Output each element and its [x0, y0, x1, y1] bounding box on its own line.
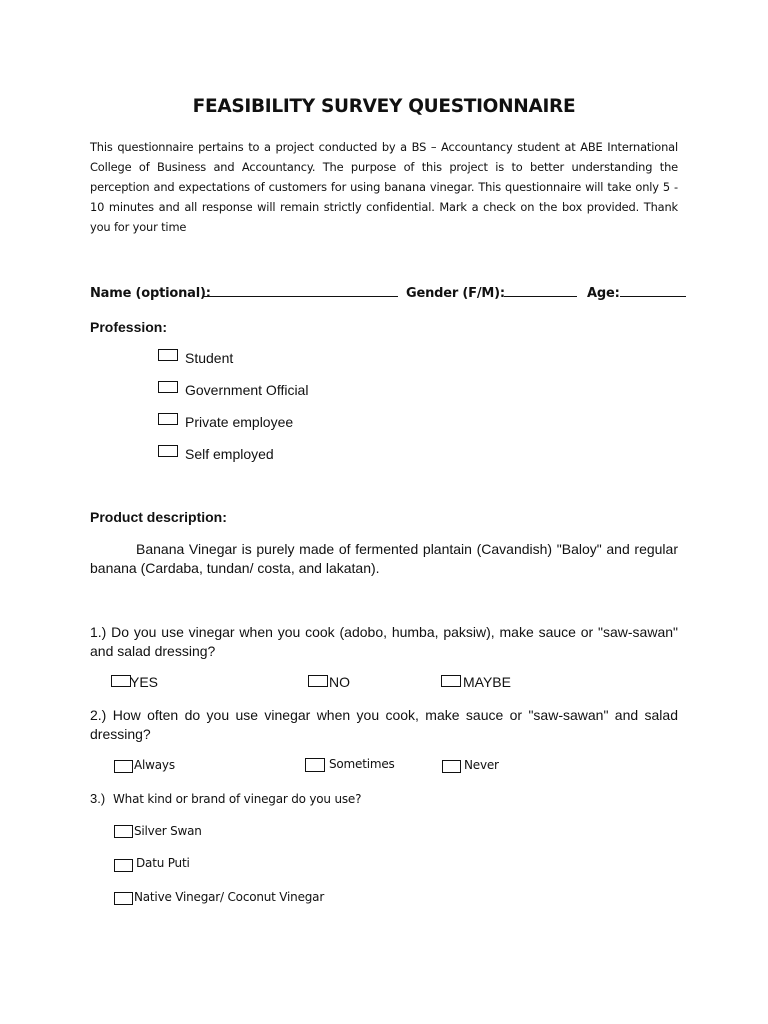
- product-heading: Product description:: [90, 509, 227, 525]
- age-label: Age:: [587, 286, 620, 301]
- name-field[interactable]: [203, 296, 398, 297]
- checkbox-q2-always[interactable]: [114, 760, 133, 773]
- option-student: Student: [185, 350, 234, 366]
- question-1: 1.) Do you use vinegar when you cook (adobo, humba, paksiw), make sauce or "saw-sawan" and salad dressing?: [90, 624, 678, 659]
- checkbox-q1-maybe[interactable]: [441, 675, 461, 687]
- option-q1-maybe: MAYBE: [463, 674, 511, 690]
- checkbox-q3-silver-swan[interactable]: [114, 825, 133, 838]
- option-q3-native-vinegar: Native Vinegar/ Coconut Vinegar: [134, 890, 325, 904]
- checkbox-student[interactable]: [158, 349, 178, 361]
- checkbox-private-employee[interactable]: [158, 413, 178, 425]
- option-self-employed: Self employed: [185, 446, 274, 462]
- checkbox-q2-never[interactable]: [442, 760, 461, 773]
- name-label: Name (optional):: [90, 286, 211, 301]
- checkbox-q1-yes[interactable]: [111, 675, 131, 687]
- checkbox-q2-sometimes[interactable]: [305, 758, 325, 772]
- page-title: FEASIBILITY SURVEY QUESTIONNAIRE: [192, 96, 576, 117]
- option-q3-silver-swan: Silver Swan: [134, 824, 202, 838]
- option-q2-always: Always: [134, 758, 175, 772]
- age-field[interactable]: [620, 296, 686, 297]
- option-government-official: Government Official: [185, 382, 309, 398]
- checkbox-q3-datu-puti[interactable]: [114, 859, 133, 872]
- option-q3-datu-puti: Datu Puti: [136, 856, 190, 870]
- gender-label: Gender (F/M):: [406, 286, 505, 301]
- checkbox-government-official[interactable]: [158, 381, 178, 393]
- option-q2-never: Never: [464, 758, 499, 772]
- question-3-number: 3.): [90, 791, 106, 806]
- option-q1-yes: YES: [130, 674, 159, 690]
- product-description: Banana Vinegar is purely made of fermented plantain (Cavandish) "Baloy" and regular banana (Cardaba, tundan/ costa, and lakatan).: [90, 541, 678, 576]
- question-3: What kind or brand of vinegar do you use?: [113, 792, 362, 806]
- checkbox-self-employed[interactable]: [158, 445, 178, 457]
- option-q2-sometimes: Sometimes: [329, 757, 395, 771]
- intro-paragraph: This questionnaire pertains to a project conducted by a BS – Accountancy student at ABE International College of Business and Accountancy. The purpose of this project is to better understanding the perception and expectations of customers for using banana vinegar. This questionnaire will take only 5 - 10 minutes and all response will remain strictly confidential. Mark a check on the box provided. Thank you for your time: [90, 140, 678, 234]
- question-2: 2.) How often do you use vinegar when you cook, make sauce or "saw-sawan" and salad dressing?: [90, 707, 678, 742]
- option-private-employee: Private employee: [185, 414, 294, 430]
- profession-heading: Profession:: [90, 319, 168, 335]
- checkbox-q3-native-vinegar[interactable]: [114, 892, 133, 905]
- option-q1-no: NO: [329, 674, 350, 690]
- gender-field[interactable]: [504, 296, 577, 297]
- checkbox-q1-no[interactable]: [308, 675, 328, 687]
